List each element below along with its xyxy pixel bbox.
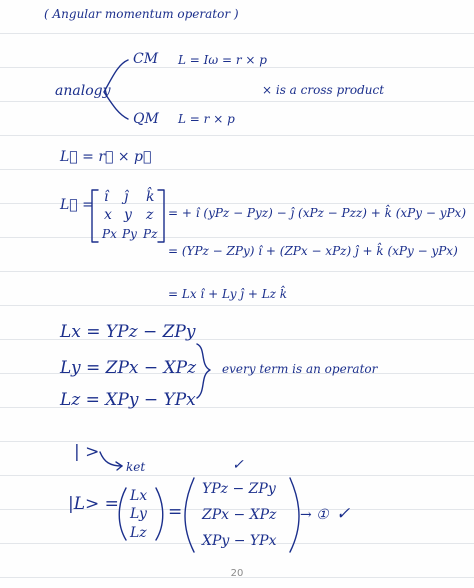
determinant-lhs: L⃗ =	[60, 197, 94, 213]
ket-equals: =	[168, 502, 183, 522]
det-row1-k: k̂	[146, 189, 155, 205]
ket-lhs: |L> =	[68, 494, 119, 514]
det-row3-pz: Pz	[143, 227, 158, 241]
det-bracket-right	[158, 190, 164, 242]
qm-formula: L = r × p	[178, 112, 235, 126]
cm-label: CM	[133, 51, 159, 67]
expansion-line-1: = + î (yPz − Pyz) − ĵ (xPz − Pzz) + k̂ (xPy − yPx)	[168, 206, 466, 220]
cm-formula: L = Iω = r × p	[178, 53, 267, 67]
operator-brace	[197, 344, 210, 398]
ket-col-paren-left	[119, 488, 126, 540]
ket-rhs-paren-left	[185, 478, 194, 552]
page-number: 20	[230, 568, 244, 579]
ket-rhs-2: ZPx − XPz	[202, 507, 277, 523]
lz-equation: Lz = XPy − YPx	[60, 390, 196, 410]
ket-label: ket	[126, 460, 146, 474]
det-row1-j: ĵ	[124, 189, 129, 205]
ly-equation: Ly = ZPx − XPz	[60, 358, 197, 378]
expansion-line-3: = Lx î + Ly ĵ + Lz k̂	[168, 287, 288, 301]
analogy-label: analogy	[55, 83, 111, 99]
det-row1-i: î	[104, 189, 109, 205]
det-row2-y: y	[124, 207, 132, 223]
det-row2-z: z	[146, 207, 154, 223]
ket-col-paren-right	[156, 488, 163, 540]
expansion-line-2: = (YPz − ZPy) î + (ZPx − xPz) ĵ + k̂ (xPy − yPx)	[168, 244, 458, 258]
check-top: ✓	[232, 457, 244, 473]
ket-rhs-1: YPz − ZPy	[202, 481, 276, 497]
cross-product-note: × is a cross product	[262, 83, 385, 97]
operator-note: every term is an operator	[222, 362, 378, 376]
note-title: ( Angular momentum operator )	[44, 7, 239, 21]
ket-col-lx: Lx	[130, 488, 148, 504]
det-row3-px: Px	[102, 227, 117, 241]
ket-col-lz: Lz	[130, 525, 147, 541]
ket-rhs-3: XPy − YPx	[202, 533, 277, 549]
vector-definition: L⃗ = r⃗ × p⃗	[60, 149, 152, 165]
ket-rhs-paren-right	[290, 478, 299, 552]
det-row2-x: x	[104, 207, 112, 223]
qm-label: QM	[133, 111, 159, 127]
ket-tail-marker: → ①	[300, 507, 329, 523]
check-bottom: ✓	[336, 504, 351, 524]
ket-symbol: | >	[74, 442, 100, 462]
lx-equation: Lx = YPz − ZPy	[60, 322, 196, 342]
det-row3-py: Py	[122, 227, 137, 241]
ket-col-ly: Ly	[130, 506, 147, 522]
